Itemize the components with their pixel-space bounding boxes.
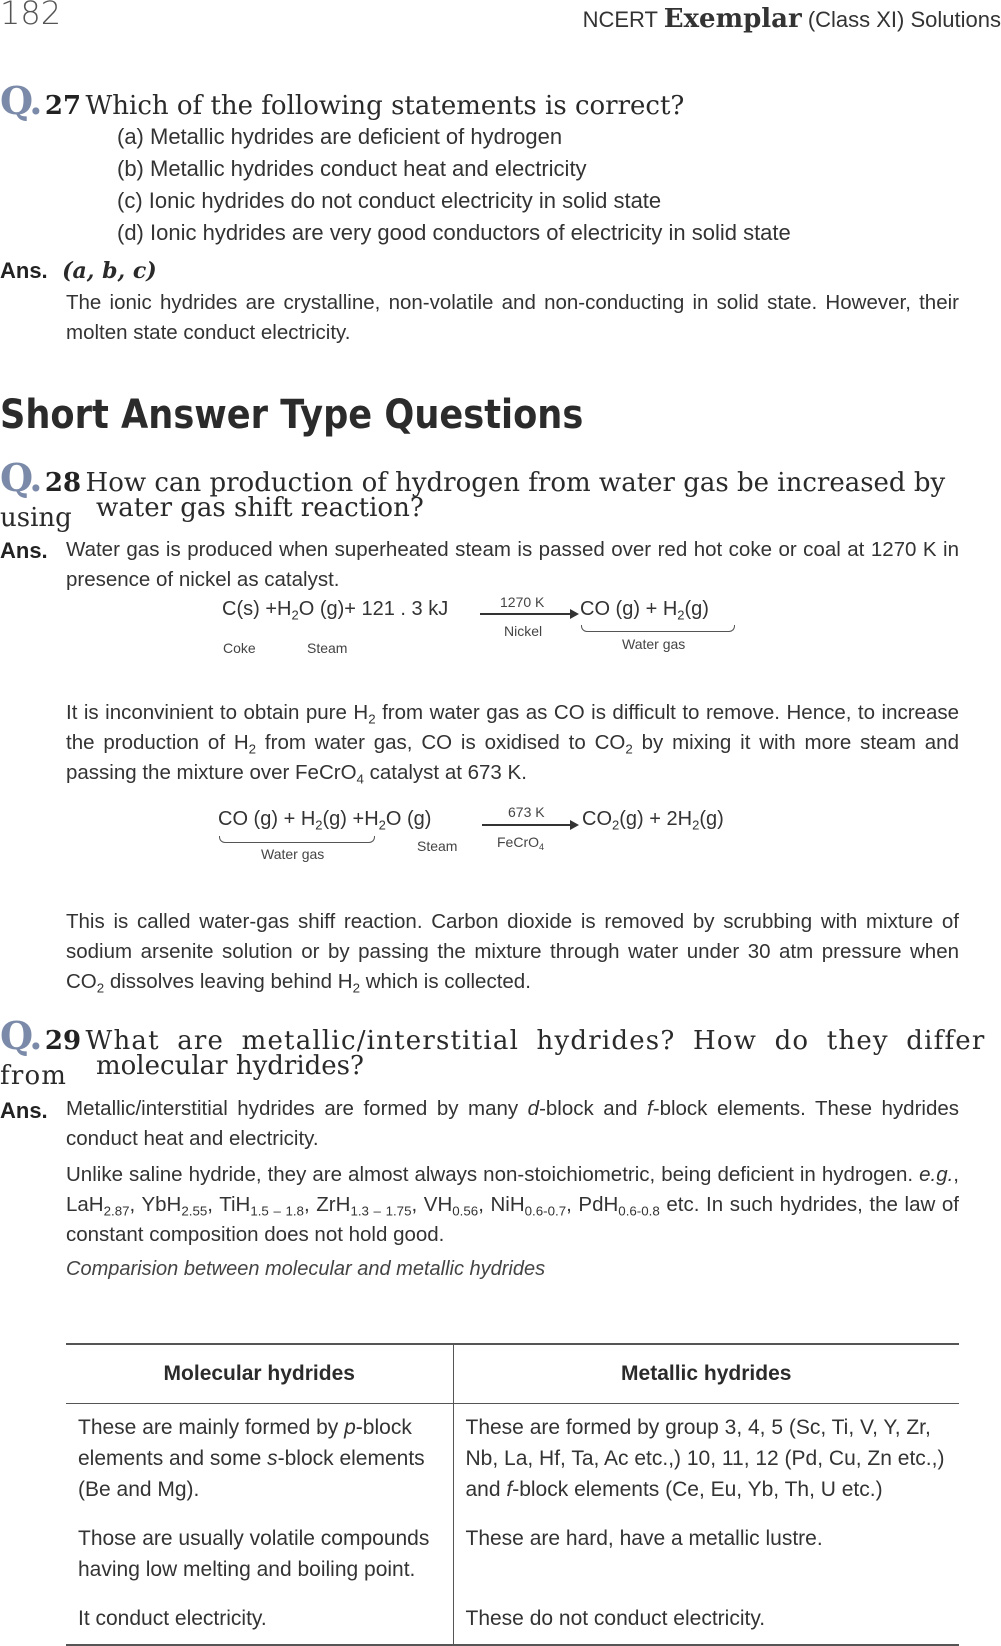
subscript: 2: [352, 980, 360, 996]
question-text-line2: water gas shift reaction?: [96, 493, 424, 523]
text: which is collected.: [360, 970, 531, 993]
coke-formula: C(s): [222, 598, 260, 620]
question-number: 28: [44, 468, 82, 498]
text: Metallic/interstitial hydrides are formed by many: [66, 1097, 528, 1120]
question-number: 27: [44, 91, 82, 121]
question-text: How can production of hydrogen from water gas be increased by using: [0, 468, 946, 533]
steam-formula-h: H: [277, 598, 292, 620]
state-label: (g): [699, 808, 724, 830]
italic-text: e.g.: [919, 1163, 954, 1186]
question-marker: Q.: [0, 455, 41, 500]
co2-formula: CO: [582, 808, 612, 830]
answer-key: (a, b, c): [62, 258, 157, 284]
text: It is inconvinient to obtain pure H: [66, 701, 369, 724]
text: , ZrH: [303, 1193, 351, 1216]
h2-formula: H: [662, 598, 678, 620]
text: dissolves leaving behind H: [104, 970, 353, 993]
reaction-arrow: [480, 613, 572, 615]
table-cell: These do not conduct electricity.: [453, 1595, 959, 1645]
text: , LaH: [66, 1163, 959, 1216]
subscript: 2: [378, 817, 386, 833]
subscript: 2: [612, 817, 620, 833]
plus-sign: +: [352, 808, 365, 830]
text: , PdH: [566, 1193, 619, 1216]
subscript: 2: [315, 817, 323, 833]
answer-label: Ans.: [0, 258, 48, 283]
subscript: 0.56: [452, 1203, 479, 1219]
text: -block elements (Be and Mg).: [78, 1447, 425, 1501]
comparison-table: [66, 1343, 959, 1646]
subscript: 2.55: [181, 1203, 208, 1219]
table-caption: Comparision between molecular and metallic hydrides: [66, 1258, 546, 1280]
arrow-head-icon: [570, 820, 579, 830]
plus-sign: +: [645, 598, 658, 620]
equation-2-catalyst: [497, 834, 545, 853]
answer-label: Ans.: [0, 1098, 48, 1123]
steam-formula-o: O (g): [298, 598, 345, 620]
subscript: 2: [625, 741, 633, 757]
steam-label: Steam: [417, 838, 458, 854]
italic-text: f: [647, 1097, 653, 1120]
page-number: 182: [0, 0, 62, 32]
column-header-metallic: Metallic hydrides: [453, 1344, 959, 1404]
steam-label: Steam: [307, 640, 348, 656]
table-cell: [66, 1404, 453, 1516]
book-title-plain: NCERT: [582, 7, 658, 32]
equation-1-reactants: [222, 598, 448, 621]
equation-2-products: [582, 808, 724, 831]
option-c: (c) Ionic hydrides do not conduct electricity in solid state: [117, 188, 662, 213]
italic-text: d: [527, 1097, 540, 1120]
question-text: Which of the following statements is correct?: [85, 91, 685, 121]
column-header-molecular: Molecular hydrides: [66, 1344, 453, 1404]
book-title-bold: Exemplar: [663, 4, 802, 34]
answer-label: Ans.: [0, 538, 48, 563]
equation-1-condition-temp: 1270 K: [500, 594, 545, 610]
answer-28-para1: Water gas is produced when superheated steam is passed over red hot coke or coal at 1270 K in presence of nickel as catalyst.: [66, 538, 959, 591]
water-gas-brace: [219, 836, 375, 843]
text: -block elements and some: [78, 1416, 412, 1470]
state-label: (g): [619, 808, 644, 830]
question-text: What are metallic/interstitial hydrides? How do they differ from: [0, 1026, 986, 1091]
steam-formula-o: O (g): [385, 808, 432, 830]
table-cell: Those are usually volatile compounds having low melting and boiling point.: [78, 1527, 430, 1581]
option-b: (b) Metallic hydrides conduct heat and electricity: [117, 156, 587, 181]
subscript: 4: [356, 771, 364, 787]
subscript: 1.5 – 1.8: [250, 1203, 304, 1219]
italic-text: p: [344, 1416, 356, 1439]
text: , TiH: [207, 1193, 251, 1216]
book-title-suffix: (Class XI) Solutions: [807, 7, 1001, 32]
subscript: 2: [692, 817, 700, 833]
water-gas-label: Water gas: [261, 846, 325, 862]
answer-29-para2: [66, 1160, 959, 1250]
water-gas-label: Water gas: [622, 636, 686, 652]
text: -block and: [539, 1097, 648, 1120]
subscript: 2: [368, 711, 376, 727]
water-gas-brace: [581, 625, 735, 632]
question-27: [0, 78, 684, 124]
text: FeCrO: [497, 834, 539, 850]
answer-29-para1: [66, 1094, 959, 1154]
answer-28-para3: [66, 907, 959, 997]
subscript: 2: [677, 607, 685, 623]
subscript: 2: [291, 607, 299, 623]
reaction-arrow: [482, 824, 572, 826]
equation-2-condition-temp: 673 K: [508, 804, 545, 820]
state-label: (g): [322, 808, 347, 830]
steam-formula-h: H: [364, 808, 379, 830]
subscript: 0.6-0.7: [524, 1203, 567, 1219]
text: catalyst at 673 K.: [363, 761, 527, 784]
italic-text: f: [506, 1478, 513, 1501]
question-marker: Q.: [0, 1013, 41, 1058]
italic-text: s: [267, 1447, 278, 1470]
state-label: (g): [684, 598, 709, 620]
co-formula: CO (g): [218, 808, 278, 830]
text: This is called water-gas shiff reaction. Carbon dioxide is removed by scrubbing with mixture of sodium arsenite solution or by passing the mixture through water under 30 atm pressure when CO: [66, 910, 959, 993]
subscript: 4: [539, 842, 545, 853]
text: Unlike saline hydride, they are almost always non-stoichiometric, being deficient in hydrogen.: [66, 1163, 920, 1186]
section-title: Short Answer Type Questions: [0, 392, 584, 438]
table-cell: [453, 1404, 959, 1516]
table-cell: These are hard, have a metallic lustre.: [453, 1515, 959, 1595]
question-number: 29: [44, 1026, 82, 1056]
table-row: [66, 1404, 959, 1516]
coke-label: Coke: [223, 640, 256, 656]
text: by mixing it with more steam and passing the mixture over FeCrO: [66, 731, 959, 784]
plus-sign: +: [283, 808, 296, 830]
table-row: [66, 1515, 959, 1595]
subscript: 2: [248, 741, 257, 757]
text: from water gas, CO is oxidised to CO: [256, 731, 626, 754]
text: from water gas as CO is difficult to remove. Hence, to increase the production of H: [66, 701, 960, 754]
text: , YbH: [129, 1193, 182, 1216]
text: , VH: [411, 1193, 453, 1216]
table-cell: It conduct electricity.: [66, 1595, 453, 1645]
equation-2-reactants: [218, 808, 431, 831]
arrow-head-icon: [570, 609, 579, 619]
text: -block elements. These hydrides conduct heat and electricity.: [66, 1097, 960, 1150]
equation-1-products: [580, 598, 709, 621]
question-marker: Q.: [0, 78, 41, 123]
energy-term: + 121 . 3 kJ: [344, 598, 449, 620]
h2-formula: 2H: [666, 808, 693, 830]
text: These are mainly formed by: [78, 1416, 345, 1439]
equation-1-catalyst: Nickel: [504, 623, 543, 639]
subscript: 2: [96, 980, 105, 996]
plus-sign: +: [649, 808, 661, 830]
answer-28-para2: [66, 698, 959, 788]
text: , NiH: [478, 1193, 525, 1216]
table-header-row: [66, 1344, 959, 1404]
option-d: (d) Ionic hydrides are very good conductors of electricity in solid state: [117, 220, 791, 245]
plus-sign: +: [265, 598, 278, 620]
answer-27-explanation: The ionic hydrides are crystalline, non-volatile and non-conducting in solid state. However, their molten state conduct electricity.: [66, 291, 959, 344]
running-head: [583, 4, 1001, 34]
subscript: 2.87: [103, 1203, 130, 1219]
text: -block elements (Ce, Eu, Yb, Th, U etc.): [512, 1478, 883, 1501]
text: etc. In such hydrides, the law of constant composition does not hold good.: [66, 1193, 959, 1246]
option-a: (a) Metallic hydrides are deficient of hydrogen: [117, 124, 563, 149]
h2-formula: H: [300, 808, 316, 830]
co-formula: CO (g): [580, 598, 640, 620]
text: These are formed by group 3, 4, 5 (Sc, Ti, V, Y, Zr, Nb, La, Hf, Ta, Ac etc.,) 10, 11, 12 (Pd, Cu, Zn etc.,) and: [465, 1416, 945, 1501]
subscript: 0.6-0.8: [618, 1203, 660, 1219]
subscript: 1.3 – 1.75: [350, 1203, 412, 1219]
question-text-line2: molecular hydrides?: [96, 1051, 364, 1081]
answer-27: [0, 258, 157, 284]
